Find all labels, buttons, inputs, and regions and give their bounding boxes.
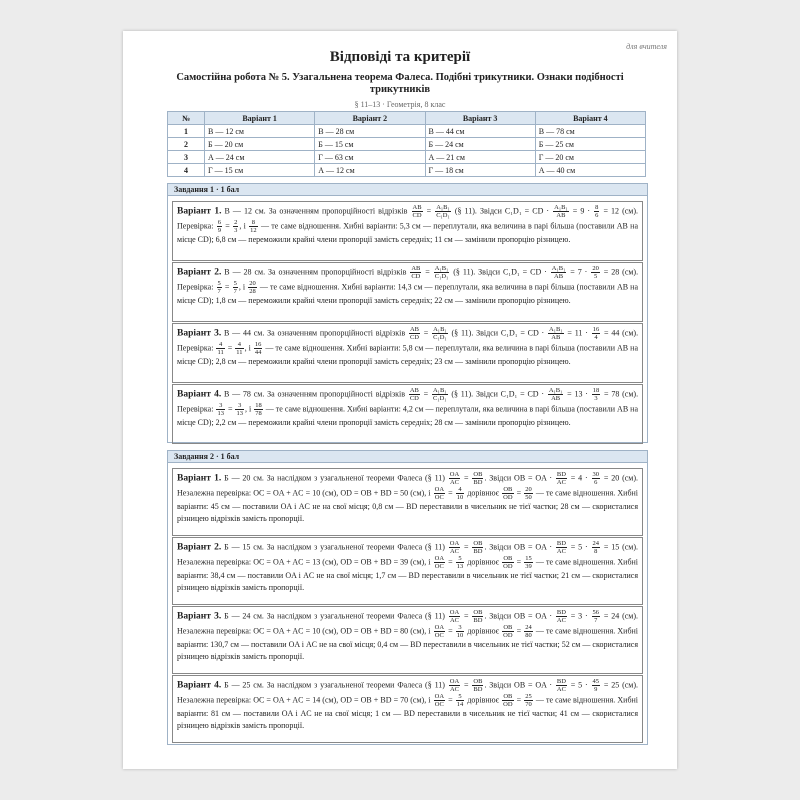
fraction-ob-od: $\frac{OB}{OD}$ xyxy=(503,555,513,570)
fraction-check-1: $\frac{4}{10}$ xyxy=(456,486,464,501)
fraction-oa-ac: $\frac{OA}{AC}$ xyxy=(449,471,460,486)
fraction-ab-cd: $\frac{AB}{CD}$ xyxy=(412,204,422,219)
fraction-coef: $\frac{16}{4}$ xyxy=(592,326,600,341)
table-cell: Г — 63 см xyxy=(315,151,425,164)
table-row xyxy=(168,151,646,164)
row-number: 2 xyxy=(168,138,205,151)
fraction-a1b1-c1d1: $\frac{\text{A₁B₁}}{\text{C₁D₁}}$ xyxy=(433,326,447,341)
task-2-block xyxy=(167,450,648,745)
table-cell: А — 24 см xyxy=(205,151,315,164)
fraction-check-2: $\frac{2}{3}$ xyxy=(234,219,238,234)
document-page xyxy=(123,31,677,769)
fraction-oa-oc: $\frac{OA}{OC}$ xyxy=(434,486,445,501)
task-1-variant-4: Варіант 4. В — 78 см. За означенням пропорційності відрізків $\frac{AB}{CD}$ = $\frac{\text{A₁B₁}}{\text{C₁D₁}}$ (§ 11). Звідси C₁D₁ = CD · $\frac{\text{A₁B₁}}{AB}$ = 13 · $\frac{18}{3}$ = 78 (см). Перевірка: $\frac{3}{13}$ = $\frac{3}{13}$ , і $\frac{18}{78}$ — те саме відношення. Хибні варіанти: 4,2 см — переплутали, яка величина в парі більша (поставили AB на місце CD); 2,2 см — переможили крайні члени пропорції замість середніх; 28 см — замінили пропорцію різницею. xyxy=(172,384,643,444)
fraction-a1b1-ab: $\frac{\text{A₁B₁}}{AB}$ xyxy=(548,387,563,402)
task-2-variant-4: Варіант 4. Б — 25 см. За наслідком з узагальненої теореми Фалеса (§ 11) $\frac{OA}{AC}$ = $\frac{OB}{BD}$ . Звідси OB = OA · $\frac{BD}{AC}$ = 5 · $\frac{45}{9}$ = 25 (см). Незалежна перевірка: OC = OA + AC = 14 (см), OD = OB + BD = 70 (см), і $\frac{OA}{OC}$ = $\frac{5}{14}$ дорівнює $\frac{OB}{OD}$ = $\frac{25}{70}$ — те саме відношення. Хибні варіанти: 81 см — поставили OA і AC не на свої місця; 1 см — BD переставили в чисельник не тієї частки; 41 см — скористалися різницею відрізків замість пропорції. xyxy=(172,675,643,743)
fraction-coef: $\frac{8}{6}$ xyxy=(595,204,599,219)
table-cell: Б — 20 см xyxy=(205,138,315,151)
fraction-ob-bd: $\frac{OB}{BD}$ xyxy=(473,540,483,555)
table-cell: Б — 15 см xyxy=(315,138,425,151)
fraction-check-1: $\frac{5}{13}$ xyxy=(456,555,464,570)
fraction-coef: $\frac{30}{6}$ xyxy=(592,471,600,486)
fraction-check-1: $\frac{5}{7}$ xyxy=(217,280,221,295)
column-header: Варіант 1 xyxy=(205,112,315,125)
page-subtitle: Самостійна робота № 5. Узагальнена теорема Фалеса. Подібні трикутники. Ознаки подібності трикутників xyxy=(176,72,624,95)
task-2-variant-2: Варіант 2. Б — 15 см. За наслідком з узагальненої теореми Фалеса (§ 11) $\frac{OA}{AC}$ = $\frac{OB}{BD}$ . Звідси OB = OA · $\frac{BD}{AC}$ = 5 · $\frac{24}{8}$ = 15 (см). Незалежна перевірка: OC = OA + AC = 13 (см), OD = OB + BD = 39 (см), і $\frac{OA}{OC}$ = $\frac{5}{13}$ дорівнює $\frac{OB}{OD}$ = $\frac{15}{39}$ — те саме відношення. Хибні варіанти: 38,4 см — поставили OA і AC не на свої місця; 1,7 см — BD переставили в чисельник не тієї частки; 21 см — скористалися різницею відрізків замість пропорції. xyxy=(172,537,643,605)
table-cell: А — 12 см xyxy=(315,164,425,177)
variant-text: В — 12 см. За означенням пропорційності відрізків xyxy=(224,206,408,216)
fraction-check-2: $\frac{3}{13}$ xyxy=(236,402,243,417)
fraction-a1b1-c1d1: $\frac{\text{A₁B₁}}{\text{C₁D₁}}$ xyxy=(434,265,449,280)
table-cell: А — 40 см xyxy=(535,164,645,177)
column-header: № xyxy=(168,112,205,125)
fraction-bd-ac: $\frac{BD}{AC}$ xyxy=(556,471,566,486)
column-header: Варіант 3 xyxy=(425,112,535,125)
fraction-oa-oc: $\frac{OA}{OC}$ xyxy=(434,693,445,708)
fraction-check-3: $\frac{16}{44}$ xyxy=(254,341,262,356)
fraction-ob-od: $\frac{OB}{OD}$ xyxy=(503,624,513,639)
teacher-note: для вчителя xyxy=(626,42,667,51)
fraction-ab-cd: $\frac{AB}{CD}$ xyxy=(409,326,419,341)
variant-text: Б — 24 см. За наслідком з узагальненої теореми Фалеса (§ 11) xyxy=(224,611,445,621)
variant-text: Б — 25 см. За наслідком з узагальненої теореми Фалеса (§ 11) xyxy=(224,680,445,690)
variant-label: Варіант 1. xyxy=(177,206,222,217)
variant-label: Варіант 4. xyxy=(177,680,222,691)
fraction-coef: $\frac{24}{8}$ xyxy=(592,540,600,555)
variant-text: Б — 15 см. За наслідком з узагальненої теореми Фалеса (§ 11) xyxy=(224,542,445,552)
fraction-check-1: $\frac{3}{13}$ xyxy=(217,402,224,417)
column-header: Варіант 2 xyxy=(315,112,425,125)
fraction-check-1: $\frac{6}{9}$ xyxy=(217,219,221,234)
fraction-a1b1-ab: $\frac{\text{A₁B₁}}{AB}$ xyxy=(549,326,563,341)
variant-label: Варіант 3. xyxy=(177,328,222,339)
fraction-ob-od: $\frac{OB}{OD}$ xyxy=(503,693,513,708)
row-number: 3 xyxy=(168,151,205,164)
fraction-check-1: $\frac{4}{11}$ xyxy=(217,341,224,356)
table-cell: Г — 15 см xyxy=(205,164,315,177)
variant-label: Варіант 2. xyxy=(177,542,222,553)
table-row xyxy=(168,164,646,177)
task-1-variant-3: Варіант 3. В — 44 см. За означенням пропорційності відрізків $\frac{AB}{CD}$ = $\frac{\text{A₁B₁}}{\text{C₁D₁}}$ (§ 11). Звідси C₁D₁ = CD · $\frac{\text{A₁B₁}}{AB}$ = 11 · $\frac{16}{4}$ = 44 (см). Перевірка: $\frac{4}{11}$ = $\frac{4}{11}$ , і $\frac{16}{44}$ — те саме відношення. Хибні варіанти: 5,8 см — переплутали, яка величина в парі більша (поставили AB на місце CD); 2,8 см — переможили крайні члени пропорції замість середніх; 23 см — замінили пропорцію різницею. xyxy=(172,323,643,383)
fraction-check-2: $\frac{24}{80}$ xyxy=(525,624,532,639)
variant-text: В — 44 см. За означенням пропорційності відрізків xyxy=(224,328,406,338)
answers-table xyxy=(167,111,646,177)
fraction-a1b1-c1d1: $\frac{\text{A₁B₁}}{\text{C₁D₁}}$ xyxy=(432,387,447,402)
fraction-ab-cd: $\frac{AB}{CD}$ xyxy=(409,387,419,402)
fraction-ob-bd: $\frac{OB}{BD}$ xyxy=(473,678,483,693)
page-title: Відповіді та критерії xyxy=(329,49,471,65)
fraction-coef: $\frac{20}{5}$ xyxy=(592,265,599,280)
variant-label: Варіант 1. xyxy=(177,473,222,484)
table-cell: В — 12 см xyxy=(205,125,315,138)
variant-text: В — 28 см. За означенням пропорційності відрізків xyxy=(224,267,407,277)
fraction-bd-ac: $\frac{BD}{AC}$ xyxy=(556,609,566,624)
fraction-ob-od: $\frac{OB}{OD}$ xyxy=(503,486,513,501)
table-cell: В — 78 см xyxy=(535,125,645,138)
variant-label: Варіант 3. xyxy=(177,611,222,622)
fraction-check-3: $\frac{18}{78}$ xyxy=(255,402,262,417)
fraction-bd-ac: $\frac{BD}{AC}$ xyxy=(556,540,566,555)
fraction-a1b1-c1d1: $\frac{\text{A₁B₁}}{\text{C₁D₁}}$ xyxy=(436,204,450,219)
row-number: 1 xyxy=(168,125,205,138)
variant-label: Варіант 2. xyxy=(177,267,222,278)
table-cell: Г — 20 см xyxy=(535,151,645,164)
variant-text: Б — 20 см. За наслідком з узагальненої теореми Фалеса (§ 11) xyxy=(224,473,445,483)
fraction-check-2: $\frac{25}{70}$ xyxy=(525,693,532,708)
fraction-check-1: $\frac{3}{10}$ xyxy=(456,624,464,639)
table-header-row xyxy=(168,112,646,125)
fraction-check-3: $\frac{8}{12}$ xyxy=(250,219,257,234)
table-row xyxy=(168,138,646,151)
fraction-coef: $\frac{56}{7}$ xyxy=(592,609,600,624)
fraction-a1b1-ab: $\frac{\text{A₁B₁}}{AB}$ xyxy=(554,204,568,219)
task-2-variant-3: Варіант 3. Б — 24 см. За наслідком з узагальненої теореми Фалеса (§ 11) $\frac{OA}{AC}$ = $\frac{OB}{BD}$ . Звідси OB = OA · $\frac{BD}{AC}$ = 3 · $\frac{56}{7}$ = 24 (см). Незалежна перевірка: OC = OA + AC = 10 (см), OD = OB + BD = 80 (см), і $\frac{OA}{OC}$ = $\frac{3}{10}$ дорівнює $\frac{OB}{OD}$ = $\frac{24}{80}$ — те саме відношення. Хибні варіанти: 130,7 см — поставили OA і AC не на свої місця; 0,4 см — BD переставили в чисельник не тієї частки; 52 см — скористалися різницею відрізків замість пропорції. xyxy=(172,606,643,674)
fraction-oa-ac: $\frac{OA}{AC}$ xyxy=(449,678,460,693)
column-header: Варіант 4 xyxy=(535,112,645,125)
table-cell: В — 28 см xyxy=(315,125,425,138)
task-1-block xyxy=(167,183,648,443)
variant-label: Варіант 4. xyxy=(177,389,222,400)
fraction-check-2: $\frac{15}{39}$ xyxy=(525,555,532,570)
task-2-variant-1: Варіант 1. Б — 20 см. За наслідком з узагальненої теореми Фалеса (§ 11) $\frac{OA}{AC}$ = $\frac{OB}{BD}$ . Звідси OB = OA · $\frac{BD}{AC}$ = 4 · $\frac{30}{6}$ = 20 (см). Незалежна перевірка: OC = OA + AC = 10 (см), OD = OB + BD = 50 (см), і $\frac{OA}{OC}$ = $\frac{4}{10}$ дорівнює $\frac{OB}{OD}$ = $\frac{20}{50}$ — те саме відношення. Хибні варіанти: 45 см — поставили OA і AC не на свої місця; 0,8 см — BD переставили в чисельник не тієї частки; 28 см — скористалися різницею відрізків замість пропорції. xyxy=(172,468,643,536)
fraction-oa-oc: $\frac{OA}{OC}$ xyxy=(434,624,445,639)
fraction-coef: $\frac{18}{3}$ xyxy=(592,387,600,402)
fraction-oa-ac: $\frac{OA}{AC}$ xyxy=(449,540,460,555)
section-reference: § 11–13 · Геометрія, 8 клас xyxy=(354,100,446,109)
table-cell: В — 44 см xyxy=(425,125,535,138)
task-1-header: Завдання 1 · 1 бал xyxy=(168,184,647,196)
fraction-oa-ac: $\frac{OA}{AC}$ xyxy=(449,609,460,624)
table-cell: Б — 24 см xyxy=(425,138,535,151)
fraction-oa-oc: $\frac{OA}{OC}$ xyxy=(434,555,445,570)
variant-text: В — 78 см. За означенням пропорційності відрізків xyxy=(224,389,406,399)
fraction-a1b1-ab: $\frac{\text{A₁B₁}}{AB}$ xyxy=(551,265,566,280)
fraction-coef: $\frac{45}{9}$ xyxy=(592,678,600,693)
fraction-bd-ac: $\frac{BD}{AC}$ xyxy=(556,678,566,693)
fraction-ob-bd: $\frac{OB}{BD}$ xyxy=(473,609,483,624)
fraction-check-2: $\frac{20}{50}$ xyxy=(525,486,532,501)
task-1-variant-1: Варіант 1. В — 12 см. За означенням пропорційності відрізків $\frac{AB}{CD}$ = $\frac{\text{A₁B₁}}{\text{C₁D₁}}$ (§ 11). Звідси C₁D₁ = CD · $\frac{\text{A₁B₁}}{AB}$ = 9 · $\frac{8}{6}$ = 12 (см). Перевірка: $\frac{6}{9}$ = $\frac{2}{3}$ , і $\frac{8}{12}$ — те саме відношення. Хибні варіанти: 5,3 см — переплутали, яка величина в парі більша (поставили AB на місце CD); 6,8 см — переможили крайні члени пропорції замість середніх; 11 см — замінили пропорцію різницею. xyxy=(172,201,643,261)
row-number: 4 xyxy=(168,164,205,177)
fraction-ab-cd: $\frac{AB}{CD}$ xyxy=(411,265,421,280)
table-row xyxy=(168,125,646,138)
table-cell: Б — 25 см xyxy=(535,138,645,151)
fraction-check-3: $\frac{20}{28}$ xyxy=(249,280,256,295)
fraction-check-1: $\frac{5}{14}$ xyxy=(456,693,464,708)
task-1-variant-2: Варіант 2. В — 28 см. За означенням пропорційності відрізків $\frac{AB}{CD}$ = $\frac{\text{A₁B₁}}{\text{C₁D₁}}$ (§ 11). Звідси C₁D₁ = CD · $\frac{\text{A₁B₁}}{AB}$ = 7 · $\frac{20}{5}$ = 28 (см). Перевірка: $\frac{5}{7}$ = $\frac{5}{7}$ , і $\frac{20}{28}$ — те саме відношення. Хибні варіанти: 14,3 см — переплутали, яка величина в парі більша (поставили AB на місце CD); 1,8 см — переможили крайні члени пропорції замість середніх; 22 см — замінили пропорцію різницею. xyxy=(172,262,643,322)
table-cell: Г — 18 см xyxy=(425,164,535,177)
task-2-header: Завдання 2 · 1 бал xyxy=(168,451,647,463)
table-cell: А — 21 см xyxy=(425,151,535,164)
fraction-check-2: $\frac{5}{7}$ xyxy=(233,280,237,295)
fraction-check-2: $\frac{4}{11}$ xyxy=(236,341,243,356)
fraction-ob-bd: $\frac{OB}{BD}$ xyxy=(473,471,483,486)
